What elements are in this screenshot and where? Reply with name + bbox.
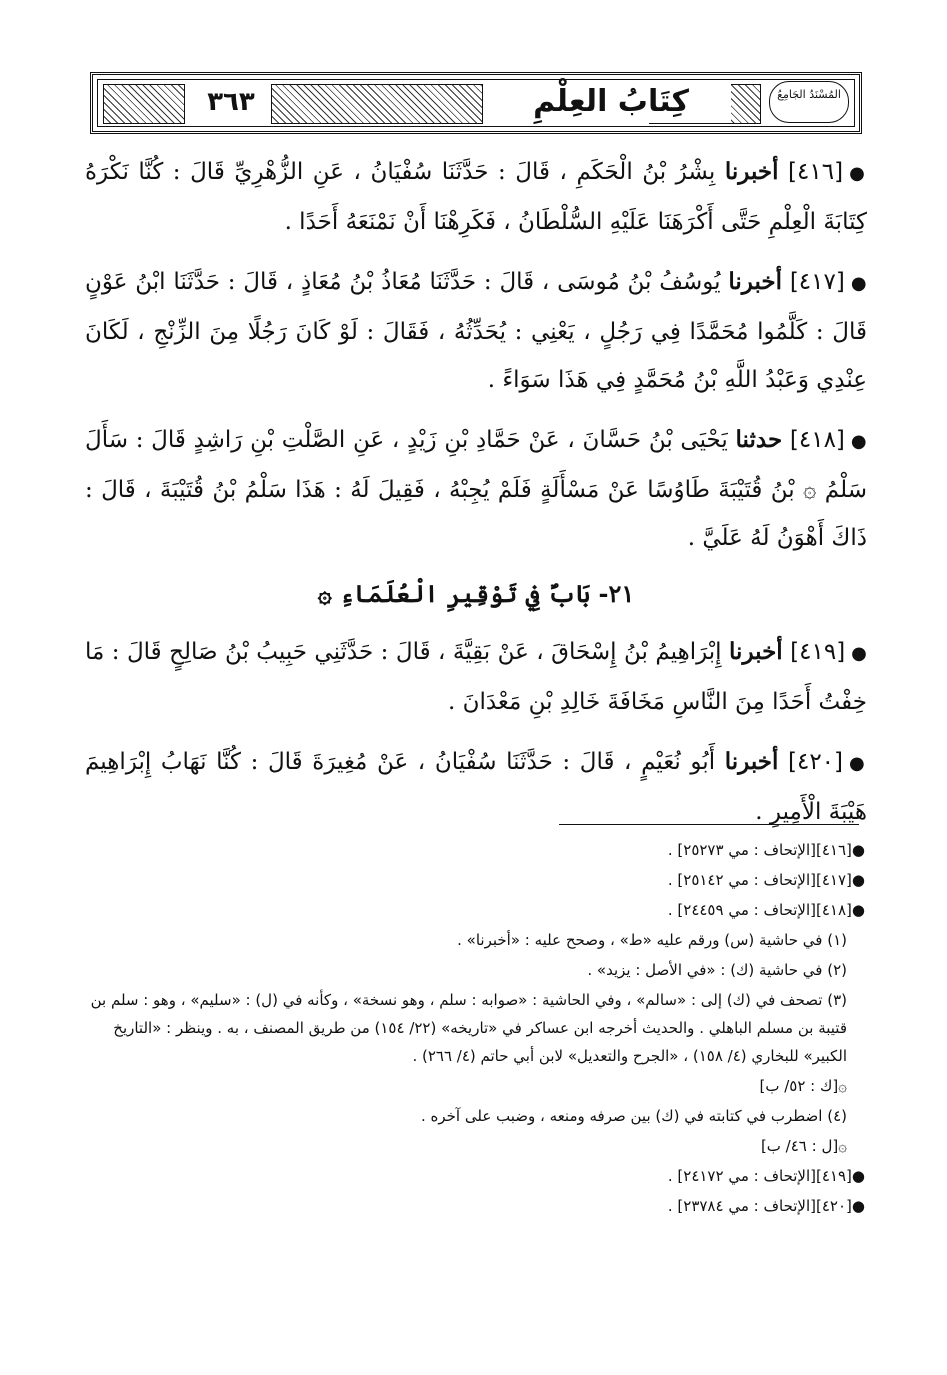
hadith-text: أَبُو نُعَيْمٍ ، قَالَ : حَدَّثَنَا سُفْيَانُ ، عَنْ مُغِيرَةَ قَالَ : كُنَّا نَهَابُ إِبْرَاهِيمَ هَيْبَةَ الْأَمِيرِ .	[85, 749, 867, 825]
footnote: (٤) اضطرب في كتابته في (ك) بين صرفه ومنعه ، وضبب على آخره .	[420, 1107, 847, 1125]
page-number: ٣٦٣	[193, 81, 269, 123]
hadith-text: بِشْرُ بْنُ الْحَكَمِ ، قَالَ : حَدَّثَنَا سُفْيَانُ ، عَنِ الزُّهْرِيِّ قَالَ : كُنَّا نَكْرَهُ كِتَابَةَ الْعِلْمِ حَتَّى أَكْرَهَنَا عَلَيْهِ السُّلْطَانُ ، فَكَرِهْنَا أَنْ نَمْنَعَهُ أَحَدًا .	[85, 159, 867, 235]
footnote: (٣) تصحف في (ك) إلى : «سالم» ، وفي الحاشية : «صوابه : سلم ، وهو نسخة» ، وكأنه في (ل) : «سليم» ، وهو : سلم بن قتيبة بن مسلم الباهلي . والحديث أخرجه ابن عساكر في «تاريخه» (٢٢/ ١٥٤) من طريق المصنف ، به . وينظر : «التاريخ الكبير» للبخاري (٤/ ١٥٨) ، «الجرح والتعديل» لابن أبي حاتم (٤/ ٢٦٦) .	[90, 991, 847, 1065]
hadith-paragraph	[85, 258, 867, 404]
bullet-icon: ●	[849, 753, 868, 774]
footnote: ●[٤١٨][الإتحاف : مي ٢٤٤٥٩] .	[667, 901, 865, 919]
footnote: (٢) في حاشية (ك) : «في الأصل : يزيد» .	[587, 961, 847, 979]
hadith-paragraph	[85, 628, 867, 726]
bullet-icon: ●	[850, 273, 868, 294]
hadith-paragraph	[85, 738, 867, 836]
hadith-lead-word: حدثنا	[735, 426, 783, 453]
bullet-icon: ●	[851, 643, 868, 664]
hadith-text: إِبْرَاهِيمُ بْنُ إِسْحَاقَ ، عَنْ بَقِيَّةَ ، قَالَ : حَدَّثَنِي حَبِيبُ بْنُ صَالِحٍ قَالَ : مَا خِفْتُ أَحَدًا مِنَ النَّاسِ مَخَافَةَ خَالِدِ بْنِ مَعْدَانَ .	[85, 639, 867, 715]
chapter-title: كِتَابُ العِلْمِ	[491, 81, 731, 123]
hadith-paragraph	[85, 148, 867, 246]
bullet-icon: ●	[849, 163, 868, 184]
footnote: ●[٤١٩][الإتحاف : مي ٢٤١٧٢] .	[667, 1167, 865, 1185]
footnote-divider	[559, 824, 859, 825]
footnotes	[85, 834, 865, 1222]
hadith-lead-word: أخبرنا	[724, 158, 779, 185]
hadith-text: يَحْيَى بْنُ حَسَّانَ ، عَنْ حَمَّادِ بْنِ زَيْدٍ ، عَنِ الصَّلْتِ بْنِ رَاشِدٍ قَالَ : سَأَلَ سَلْمُ ۞ بْنُ قُتَيْبَةَ طَاوُسًا عَنْ مَسْأَلَةٍ فَلَمْ يُجِبْهُ ، فَقِيلَ لَهُ : هَذَا سَلْمُ بْنُ قُتَيْبَةَ ، قَالَ : ذَاكَ أَهْوَنُ لَهُ عَلَيَّ .	[85, 427, 867, 551]
footnote: (١) في حاشية (س) ورقم عليه «ط» ، وصحح عليه : «أخبرنا» .	[457, 931, 847, 949]
hadith-lead-word: أخبرنا	[728, 268, 783, 295]
bullet-icon: ●	[850, 431, 868, 452]
series-seal-logo: المُسْنَدُ الجَامِعُ	[769, 81, 849, 123]
footnote: ●[٤١٦][الإتحاف : مي ٢٥٢٧٣] .	[667, 841, 865, 859]
hadith-number: [٤٢٠]	[787, 749, 844, 775]
hadith-number: [٤١٨]	[789, 427, 845, 453]
hadith-number: [٤١٩]	[790, 639, 846, 665]
page-header	[90, 72, 862, 134]
footnote: ۞[ل : ٤٦/ ب]	[760, 1137, 847, 1155]
hadith-lead-word: أخبرنا	[729, 638, 783, 665]
footnote: ●[٤١٧][الإتحاف : مي ٢٥١٤٢] .	[667, 871, 865, 889]
hadith-text: يُوسُفُ بْنُ مُوسَى ، قَالَ : حَدَّثَنَا مُعَاذُ بْنُ مُعَاذٍ ، قَالَ : حَدَّثَنَا ابْنُ عَوْنٍ قَالَ : كَلَّمُوا مُحَمَّدًا فِي رَجُلٍ ، يَعْنِي : يُحَدِّثُهُ ، فَقَالَ : لَوْ كَانَ رَجُلًا مِنَ الزِّنْجِ ، لَكَانَ عِنْدِي وَعَبْدُ اللَّهِ بْنُ مُحَمَّدٍ فِي هَذَا سَوَاءً .	[85, 269, 867, 393]
footnote: ۞[ك : ٥٢/ ب]	[759, 1077, 847, 1095]
main-text	[85, 148, 867, 848]
hadith-number: [٤١٧]	[789, 269, 845, 295]
section-heading: ٢١- بَابٌ فِي تَوْقِيرِ الْعُلَمَاءِ ۞	[317, 579, 635, 608]
footnote: ●[٤٢٠][الإتحاف : مي ٢٣٧٨٤] .	[667, 1197, 865, 1215]
header-ornament-middle-left	[271, 84, 483, 124]
hadith-paragraph	[85, 416, 867, 562]
header-ornament-left	[103, 84, 185, 124]
hadith-number: [٤١٦]	[788, 159, 844, 185]
hadith-lead-word: أخبرنا	[724, 748, 779, 775]
